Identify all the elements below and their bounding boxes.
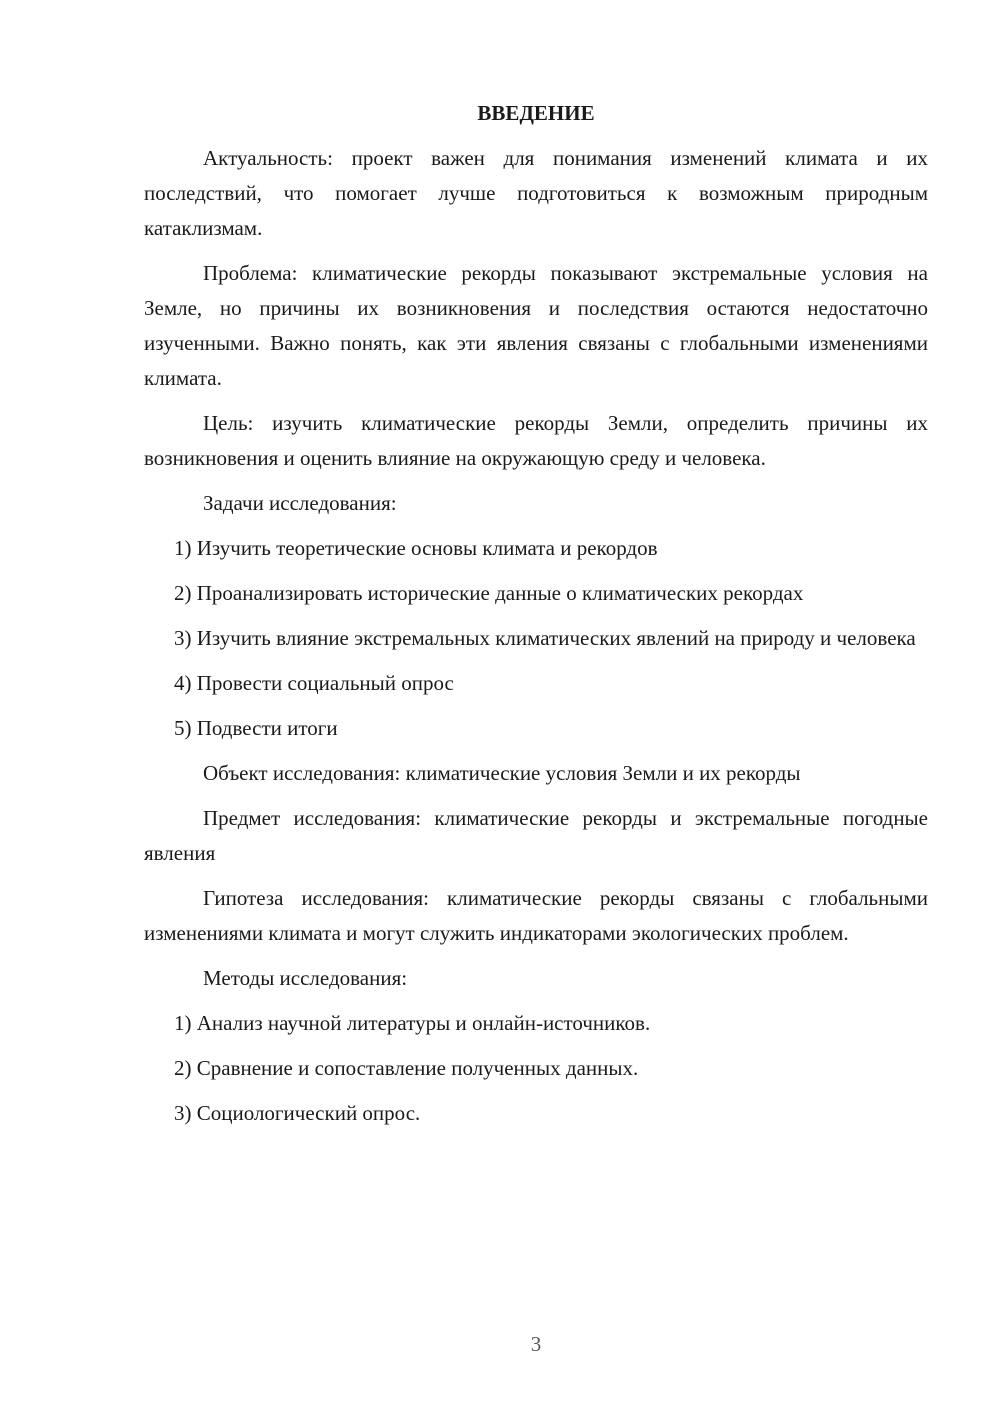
tasks-heading: Задачи исследования: xyxy=(203,491,397,515)
section-title: ВВЕДЕНИЕ xyxy=(477,101,595,125)
object-paragraph: Объект исследования: климатические условия Земли и их рекорды xyxy=(203,761,801,785)
method-item: 1) Анализ научной литературы и онлайн-источников. xyxy=(174,1011,651,1035)
task-item: 3) Изучить влияние экстремальных климатических явлений на природу и человека xyxy=(174,626,916,650)
relevance-paragraph: Актуальность: проект важен для понимания изменений климата и их последствий, что помогает лучше подготовиться к возможным природным катаклизмам. xyxy=(144,146,928,240)
problem-paragraph: Проблема: климатические рекорды показывают экстремальные условия на Земле, но причины их возникновения и последствия остаются недостаточно изученными. Важно понять, как эти явления связаны с глобальными изменениями климата. xyxy=(144,261,928,390)
method-item: 3) Социологический опрос. xyxy=(174,1101,421,1125)
task-item: 5) Подвести итоги xyxy=(174,716,338,740)
hypothesis-paragraph: Гипотеза исследования: климатические рекорды связаны с глобальными изменениями климата и могут служить индикаторами экологических проблем. xyxy=(144,886,928,945)
task-item: 1) Изучить теоретические основы климата и рекордов xyxy=(174,536,658,560)
document-page xyxy=(144,96,928,1141)
goal-paragraph: Цель: изучить климатические рекорды Земли, определить причины их возникновения и оценить влияние на окружающую среду и человека. xyxy=(144,411,928,470)
page-number: 3 xyxy=(530,1332,542,1356)
methods-heading: Методы исследования: xyxy=(203,966,408,990)
method-item: 2) Сравнение и сопоставление полученных данных. xyxy=(174,1056,639,1080)
task-item: 2) Проанализировать исторические данные о климатических рекордах xyxy=(174,581,804,605)
subject-paragraph: Предмет исследования: климатические рекорды и экстремальные погодные явления xyxy=(144,806,928,865)
task-item: 4) Провести социальный опрос xyxy=(174,671,454,695)
